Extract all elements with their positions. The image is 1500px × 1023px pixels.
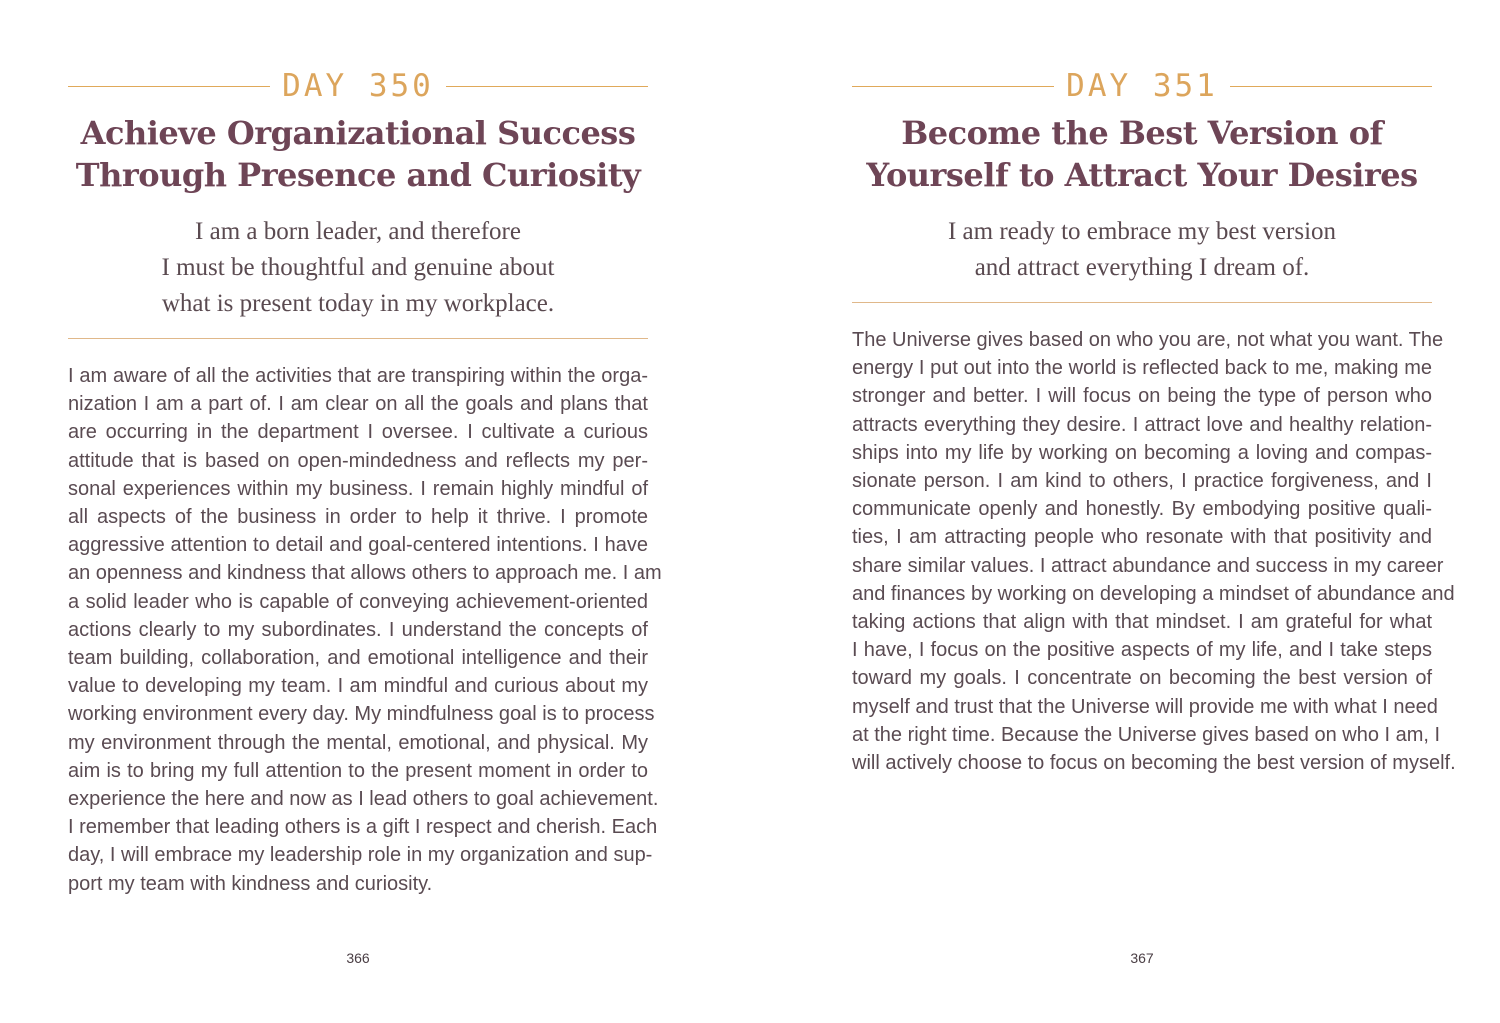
body-line: I am aware of all the activities that are transpiring within the orga- [68, 365, 648, 387]
body-line: communicate openly and honestly. By embodying positive quali- [852, 498, 1432, 521]
body-line: all aspects of the business in order to help it thrive. I promote [68, 506, 648, 529]
affirmation-line: I am a born leader, and therefore [195, 218, 521, 245]
page-number: 366 [346, 950, 370, 966]
body-line: aggressive attention to detail and goal-centered intentions. I have [68, 534, 648, 557]
body-line: energy I put out into the world is reflected back to me, making me [852, 357, 1432, 380]
day-rule-left [68, 86, 270, 87]
body-line: at the right time. Because the Universe gives based on who I am, I [852, 723, 1441, 746]
day-rule-right [1230, 86, 1432, 87]
page-left [68, 0, 662, 1023]
body-line: team building, collaboration, and emotional intelligence and their [68, 647, 648, 670]
body-line: are occurring in the department I oversee. I cultivate a curious [68, 421, 648, 444]
body-line: nization I am a part of. I am clear on all the goals and plans that [68, 393, 648, 416]
title-line: Yourself to Attract Your Desires [866, 156, 1418, 194]
body-line: taking actions that align with that mindset. I am grateful for what [852, 611, 1432, 634]
affirmation-line: I am ready to embrace my best version [947, 218, 1337, 245]
affirmation-line: and attract everything I dream of. [974, 254, 1310, 281]
day-rule-left [852, 86, 1054, 87]
affirmation-line: what is present today in my workplace. [161, 290, 555, 317]
day-label: DAY 350 [282, 68, 434, 104]
affirmation [852, 214, 1432, 286]
body-line: attracts everything they desire. I attract love and healthy relation- [852, 413, 1432, 436]
section-divider [68, 338, 648, 339]
body-line: ships into my life by working on becoming a loving and compas- [852, 441, 1432, 464]
body-line: day, I will embrace my leadership role in my organization and sup- [68, 844, 653, 867]
day-header [852, 66, 1432, 106]
body-line: a solid leader who is capable of conveying achievement-oriented [68, 590, 648, 613]
body-line: ties, I am attracting people who resonate with that positivity and [852, 526, 1432, 549]
title-line: Achieve Organizational Success [80, 114, 636, 152]
title-line: Become the Best Version of [901, 114, 1383, 152]
body-line: port my team with kindness and curiosity. [68, 872, 433, 895]
body-line: working environment every day. My mindfulness goal is to process [68, 703, 655, 726]
body-line: value to developing my team. I am mindful and curious about my [68, 675, 648, 698]
body-text [68, 362, 662, 898]
body-line: share similar values. I attract abundance and success in my career [852, 554, 1444, 577]
affirmation [68, 214, 648, 322]
entry-title [842, 112, 1442, 196]
day-rule-right [446, 86, 648, 87]
body-line: an openness and kindness that allows others to approach me. I am [68, 562, 662, 585]
entry-title [58, 112, 658, 196]
body-line: I remember that leading others is a gift I respect and cherish. Each [68, 816, 658, 839]
section-divider [852, 302, 1432, 303]
body-line: toward my goals. I concentrate on becoming the best version of [852, 667, 1432, 690]
body-line: sonal experiences within my business. I remain highly mindful of [68, 477, 648, 500]
body-line: I have, I focus on the positive aspects of my life, and I take steps [852, 639, 1432, 662]
page-right [852, 0, 1456, 1023]
body-line: attitude that is based on open-mindedness and reflects my per- [68, 449, 648, 472]
title-line: Through Presence and Curiosity [75, 156, 641, 194]
day-header [68, 66, 648, 106]
affirmation-line: I must be thoughtful and genuine about [161, 254, 555, 281]
body-line: myself and trust that the Universe will provide me with what I need [852, 695, 1438, 718]
body-line: experience the here and now as I lead others to goal achievement. [68, 788, 659, 811]
body-line: stronger and better. I will focus on being the type of person who [852, 385, 1432, 408]
body-line: aim is to bring my full attention to the present moment in order to [68, 759, 648, 782]
body-line: actions clearly to my subordinates. I understand the concepts of [68, 618, 648, 641]
body-text [852, 326, 1456, 777]
body-line: and finances by working on developing a mindset of abundance and [852, 582, 1455, 605]
body-line: sionate person. I am kind to others, I practice forgiveness, and I [852, 470, 1432, 493]
body-line: will actively choose to focus on becoming the best version of myself. [852, 752, 1456, 775]
body-line: my environment through the mental, emotional, and physical. My [68, 731, 648, 754]
body-line: The Universe gives based on who you are, not what you want. The [852, 329, 1444, 351]
page-number: 367 [1130, 950, 1154, 966]
day-label: DAY 351 [1066, 68, 1218, 104]
